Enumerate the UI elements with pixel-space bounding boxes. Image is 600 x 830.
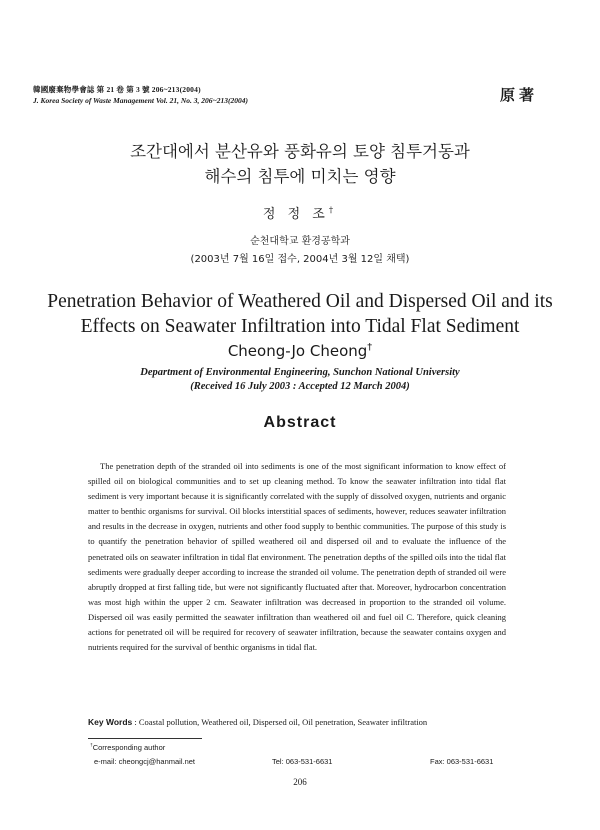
footnote-mark: † — [90, 743, 93, 749]
page-number: 206 — [293, 777, 307, 787]
journal-header-korean: 韓國廢棄物學會誌 第 21 卷 第 3 號 206~213(2004) — [33, 85, 201, 94]
english-title-line-2: Effects on Seawater Infiltration into Tidal Flat Sediment — [80, 316, 520, 337]
english-title-line-1: Penetration Behavior of Weathered Oil and Dispersed Oil and its — [47, 291, 553, 312]
footnote-divider — [88, 738, 202, 739]
korean-title — [0, 139, 600, 189]
english-affiliation: Department of Environmental Engineering, Sunchon National University — [140, 367, 460, 378]
footnote-corresponding — [90, 743, 165, 752]
english-title — [30, 289, 570, 339]
english-affiliation-block — [0, 366, 600, 394]
journal-header-english: J. Korea Society of Waste Management Vol. 21, No. 3, 206~213(2004) — [33, 96, 249, 105]
footnote-corresponding-label: Corresponding author — [92, 743, 166, 752]
korean-author — [0, 203, 600, 222]
english-author-mark: † — [367, 342, 373, 353]
keywords-text: : Coastal pollution, Weathered oil, Dispersed oil, Oil penetration, Seawater infiltration — [134, 717, 428, 727]
korean-dates: (2003년 7월 16일 접수, 2004년 3월 12일 채택) — [190, 254, 410, 265]
footnote-email: e-mail: cheongcj@hanmail.net — [94, 757, 195, 766]
english-dates: (Received 16 July 2003 : Accepted 12 March 2004) — [190, 381, 410, 392]
korean-author-name: 정 정 조 — [262, 207, 329, 222]
abstract-heading: Abstract — [263, 414, 337, 431]
article-type-label: 原著 — [499, 86, 538, 104]
keywords-label: Key Words — [88, 717, 133, 727]
korean-title-line-2: 해수의 침투에 미치는 영향 — [204, 167, 396, 186]
korean-affiliation: 순천대학교 환경공학과 — [250, 236, 350, 247]
keywords-line — [88, 717, 427, 727]
korean-author-mark: † — [328, 204, 338, 215]
abstract-body: The penetration depth of the stranded oil into sediments is one of the most significant information to know effect of spilled oil on biological communities and to set up cleaning method. To know the seawater infiltration into tidal flat sediment is very important because it is significantly correlated with the supply of dissolved oxygen, nutrients and organic matter to benthic organisms for survival. Oil blocks interstitial spaces of sediments, however, reduces seawater infiltration and results in the decrease in oxygen, nutrients and other food supply to benthic communities. The purpose of this study is to quantify the penetration behavior of spilled weathered oil and dispersed oil and to evaluate the influence of the penetrated oils on seawater infiltration in tidal flat environment. The penetration depths of the spilled oils into the tidal flat sediments were gradually deeper according to increase the stranded oil volume. The penetration depth of stranded oil were abruptly dropped at first falling tide, but were not significantly fluctuated after that. Moreover, hydrocarbon concentration was most high within the upper 2 cm. Seawater infiltration was decreased in proportion to the stranded oil volume. Dispersed oil was easily permitted the seawater infiltration than weathered oil and fuel oil C. Therefore, quick cleaning actions for penetrated oil will be required for recovery of seawater infiltration, because the seawater contains oxygen and nutrients required for the survival of benthic organisms in tidal flat. — [88, 461, 506, 653]
korean-title-line-1: 조간대에서 분산유와 풍화유의 토양 침투거동과 — [130, 142, 470, 161]
english-author — [0, 342, 600, 360]
footnote-tel: Tel: 063-531-6631 — [272, 757, 333, 766]
english-author-name: Cheong-Jo Cheong — [227, 342, 368, 360]
footnote-fax: Fax: 063-531-6631 — [430, 757, 494, 766]
